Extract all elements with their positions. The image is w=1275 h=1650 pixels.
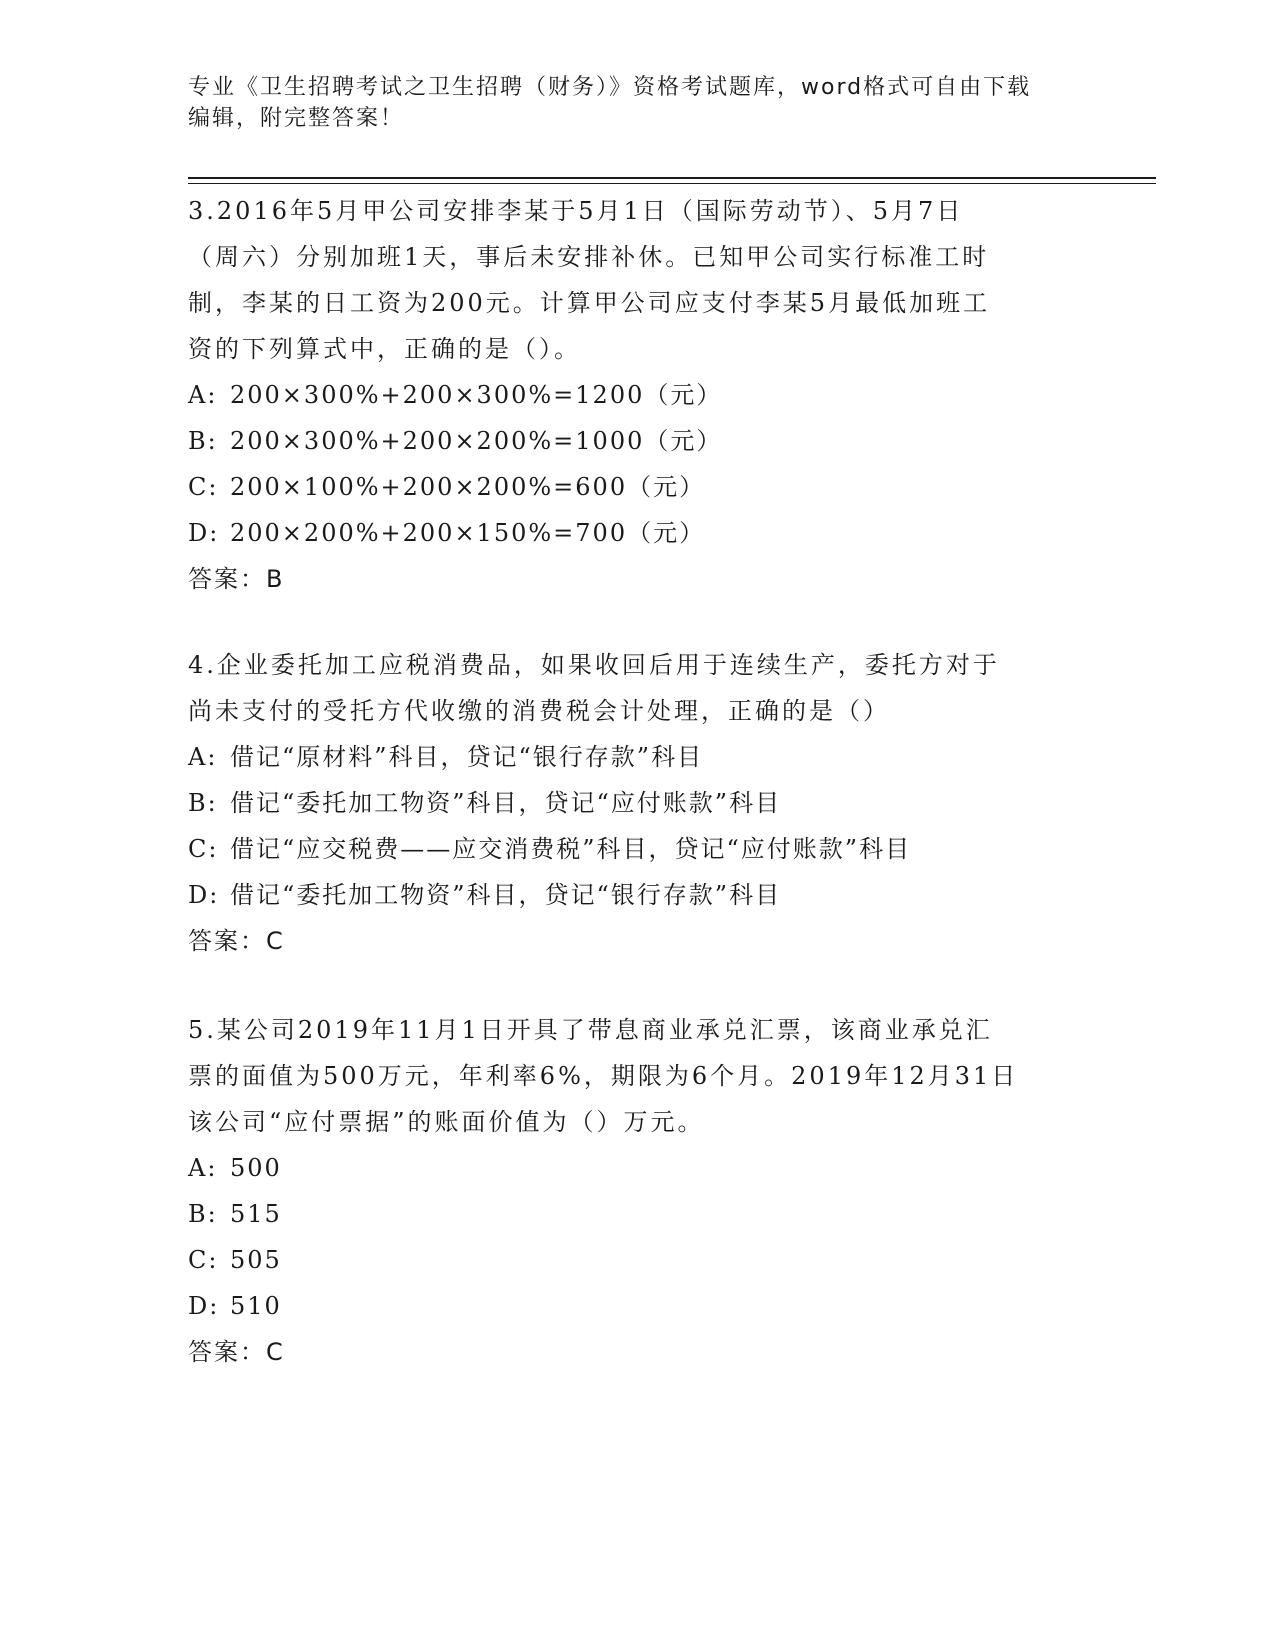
option-text: 200×100%+200×200%=600（元）	[230, 473, 706, 501]
option-text: 借记“委托加工物资”科目，贷记“应付账款”科目	[230, 789, 782, 817]
option-letter: B:	[188, 1200, 218, 1228]
option-d	[188, 510, 1068, 556]
option-letter: A:	[188, 1154, 218, 1182]
option-letter: A:	[188, 381, 218, 409]
option-d	[188, 1283, 1068, 1329]
option-b	[188, 780, 1068, 826]
option-a	[188, 1145, 1068, 1191]
option-letter: C:	[188, 1246, 219, 1274]
question-stem	[188, 188, 1068, 372]
question-stem	[188, 1007, 1068, 1145]
stem-line: 该公司“应付票据”的账面价值为（）万元。	[188, 1108, 705, 1136]
option-text: 借记“应交税费——应交消费税”科目，贷记“应付账款”科目	[230, 835, 912, 863]
option-b	[188, 418, 1068, 464]
stem-line: 票的面值为500万元，年利率6%，期限为6个月。2019年12月31日	[188, 1062, 1019, 1090]
header-divider-thick	[188, 177, 1156, 179]
option-text: 200×300%+200×300%=1200（元）	[230, 381, 723, 409]
header-line-1: 专业《卫生招聘考试之卫生招聘（财务）》资格考试题库，word格式可自由下载	[188, 75, 1032, 100]
answer-line: 答案：C	[188, 1338, 285, 1366]
option-letter: B:	[188, 427, 218, 455]
option-letter: D:	[188, 881, 220, 909]
answer-line: 答案：C	[188, 927, 285, 955]
option-text: 510	[230, 1292, 282, 1320]
question-4	[188, 642, 1068, 964]
option-c	[188, 464, 1068, 510]
stem-line: 尚未支付的受托方代收缴的消费税会计处理，正确的是（）	[188, 697, 890, 725]
option-letter: C:	[188, 473, 219, 501]
option-c	[188, 826, 1068, 872]
option-letter: C:	[188, 835, 219, 863]
header-divider-thin	[188, 183, 1156, 184]
option-text: 借记“原材料”科目，贷记“银行存款”科目	[230, 743, 704, 771]
option-d	[188, 872, 1068, 918]
stem-line: 4.企业委托加工应税消费品，如果收回后用于连续生产，委托方对于	[188, 651, 1000, 679]
stem-line: （周六）分别加班1天，事后未安排补休。已知甲公司实行标准工时	[188, 243, 990, 271]
option-letter: D:	[188, 519, 220, 547]
option-a	[188, 734, 1068, 780]
option-letter: A:	[188, 743, 218, 771]
option-text: 515	[230, 1200, 282, 1228]
document-header	[188, 72, 1088, 134]
stem-line: 制，李某的日工资为200元。计算甲公司应支付李某5月最低加班工	[188, 289, 991, 317]
stem-line: 5.某公司2019年11月1日开具了带息商业承兑汇票，该商业承兑汇	[188, 1016, 993, 1044]
stem-line: 3.2016年5月甲公司安排李某于5月1日（国际劳动节）、5月7日	[188, 197, 964, 225]
option-letter: D:	[188, 1292, 220, 1320]
option-letter: B:	[188, 789, 218, 817]
option-text: 200×200%+200×150%=700（元）	[230, 519, 706, 547]
question-3	[188, 188, 1068, 602]
option-text: 200×300%+200×200%=1000（元）	[230, 427, 723, 455]
option-text: 借记“委托加工物资”科目，贷记“银行存款”科目	[230, 881, 782, 909]
question-5	[188, 1007, 1068, 1375]
header-line-2: 编辑，附完整答案！	[188, 106, 405, 131]
option-b	[188, 1191, 1068, 1237]
option-text: 505	[230, 1246, 282, 1274]
option-c	[188, 1237, 1068, 1283]
question-stem	[188, 642, 1068, 734]
option-a	[188, 372, 1068, 418]
option-text: 500	[230, 1154, 282, 1182]
answer-line: 答案：B	[188, 565, 285, 593]
stem-line: 资的下列算式中，正确的是（）。	[188, 335, 581, 363]
